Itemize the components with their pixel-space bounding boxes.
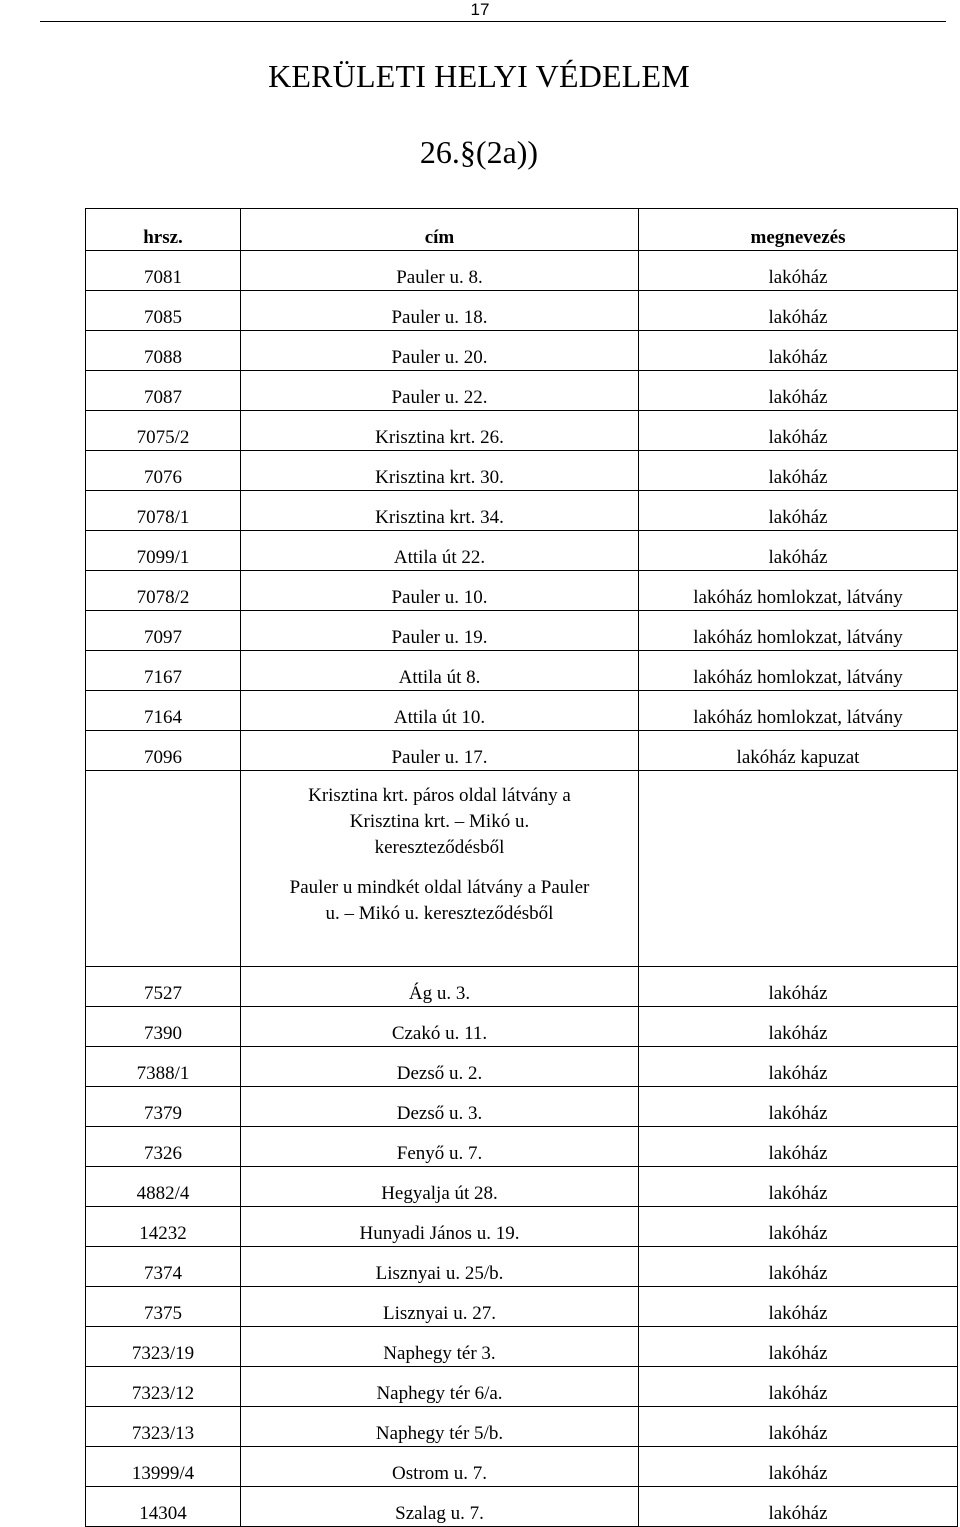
header-cim: cím — [241, 209, 639, 251]
header-hrsz: hrsz. — [86, 209, 241, 251]
document-title: KERÜLETI HELYI VÉDELEM — [268, 58, 690, 94]
cell-hrsz-empty — [86, 771, 241, 967]
cell-megnevezes: lakóház kapuzat — [639, 731, 958, 771]
note-krisztina: Krisztina krt. páros oldal látvány a Krisztina krt. – Mikó u. kereszteződésből — [308, 785, 571, 858]
cell-hrsz: 7388/1 — [86, 1047, 241, 1087]
cell-megnevezes: lakóház — [639, 331, 958, 371]
cell-hrsz: 7081 — [86, 251, 241, 291]
cell-cim: Attila út 8. — [241, 651, 639, 691]
cell-megnevezes: lakóház — [639, 1007, 958, 1047]
cell-megnevezes: lakóház — [639, 967, 958, 1007]
cell-megnevezes: lakóház — [639, 1047, 958, 1087]
cell-cim: Krisztina krt. 30. — [241, 451, 639, 491]
cell-hrsz: 7097 — [86, 611, 241, 651]
cell-hrsz: 14304 — [86, 1487, 241, 1527]
table-row — [86, 1287, 958, 1327]
cell-megnevezes: lakóház homlokzat, látvány — [639, 651, 958, 691]
cell-megnevezes: lakóház — [639, 1487, 958, 1527]
cell-megnevezes: lakóház homlokzat, látvány — [639, 571, 958, 611]
cell-hrsz: 7167 — [86, 651, 241, 691]
cell-cim: Szalag u. 7. — [241, 1487, 639, 1527]
cell-megnevezes: lakóház — [639, 291, 958, 331]
cell-hrsz: 7078/1 — [86, 491, 241, 531]
table-row — [86, 1487, 958, 1527]
cell-megnevezes: lakóház — [639, 1367, 958, 1407]
cell-hrsz: 7374 — [86, 1247, 241, 1287]
page-number: 17 — [470, 0, 490, 19]
cell-cim: Pauler u. 8. — [241, 251, 639, 291]
cell-hrsz: 7164 — [86, 691, 241, 731]
cell-hrsz: 7375 — [86, 1287, 241, 1327]
cell-cim: Ág u. 3. — [241, 967, 639, 1007]
cell-megnevezes-empty — [639, 771, 958, 967]
cell-cim: Krisztina krt. 34. — [241, 491, 639, 531]
cell-hrsz: 7326 — [86, 1127, 241, 1167]
cell-hrsz: 7099/1 — [86, 531, 241, 571]
cell-megnevezes: lakóház — [639, 451, 958, 491]
cell-hrsz: 13999/4 — [86, 1447, 241, 1487]
cell-cim: Pauler u. 19. — [241, 611, 639, 651]
table-row — [86, 571, 958, 611]
cell-hrsz: 14232 — [86, 1207, 241, 1247]
table-row — [86, 691, 958, 731]
cell-cim: Naphegy tér 5/b. — [241, 1407, 639, 1447]
table-row — [86, 491, 958, 531]
cell-notes — [241, 771, 639, 967]
table-row — [86, 651, 958, 691]
cell-cim: Hunyadi János u. 19. — [241, 1207, 639, 1247]
table-row — [86, 967, 958, 1007]
cell-megnevezes: lakóház homlokzat, látvány — [639, 691, 958, 731]
table-row — [86, 291, 958, 331]
cell-megnevezes: lakóház — [639, 1207, 958, 1247]
cell-hrsz: 7076 — [86, 451, 241, 491]
cell-megnevezes: lakóház — [639, 1407, 958, 1447]
table-row — [86, 1007, 958, 1047]
document-section: 26.§(2a)) — [419, 134, 539, 170]
cell-megnevezes: lakóház homlokzat, látvány — [639, 611, 958, 651]
table-row — [86, 411, 958, 451]
cell-megnevezes: lakóház — [639, 371, 958, 411]
cell-megnevezes: lakóház — [639, 1327, 958, 1367]
table-row-notes — [86, 771, 958, 967]
cell-hrsz: 7078/2 — [86, 571, 241, 611]
cell-cim: Czakó u. 11. — [241, 1007, 639, 1047]
table-row — [86, 1047, 958, 1087]
cell-hrsz: 7379 — [86, 1087, 241, 1127]
cell-megnevezes: lakóház — [639, 411, 958, 451]
cell-megnevezes: lakóház — [639, 1247, 958, 1287]
cell-cim: Lisznyai u. 27. — [241, 1287, 639, 1327]
cell-cim: Attila út 22. — [241, 531, 639, 571]
cell-cim: Naphegy tér 3. — [241, 1327, 639, 1367]
cell-cim: Pauler u. 22. — [241, 371, 639, 411]
table-row — [86, 371, 958, 411]
cell-hrsz: 7075/2 — [86, 411, 241, 451]
cell-cim: Krisztina krt. 26. — [241, 411, 639, 451]
table-header-row — [86, 209, 958, 251]
cell-cim: Ostrom u. 7. — [241, 1447, 639, 1487]
header-rule — [40, 21, 946, 22]
cell-megnevezes: lakóház — [639, 1447, 958, 1487]
table-row — [86, 1327, 958, 1367]
table-row — [86, 1367, 958, 1407]
cell-cim: Hegyalja út 28. — [241, 1167, 639, 1207]
cell-cim: Attila út 10. — [241, 691, 639, 731]
table-row — [86, 1247, 958, 1287]
cell-cim: Pauler u. 20. — [241, 331, 639, 371]
cell-megnevezes: lakóház — [639, 491, 958, 531]
cell-hrsz: 7323/12 — [86, 1367, 241, 1407]
cell-megnevezes: lakóház — [639, 1167, 958, 1207]
cell-cim: Pauler u. 17. — [241, 731, 639, 771]
cell-cim: Dezső u. 2. — [241, 1047, 639, 1087]
cell-hrsz: 7527 — [86, 967, 241, 1007]
cell-megnevezes: lakóház — [639, 1127, 958, 1167]
cell-cim: Pauler u. 18. — [241, 291, 639, 331]
cell-megnevezes: lakóház — [639, 1287, 958, 1327]
protection-table — [85, 208, 958, 1527]
cell-cim: Naphegy tér 6/a. — [241, 1367, 639, 1407]
header-megnevezes: megnevezés — [639, 209, 958, 251]
cell-hrsz: 7087 — [86, 371, 241, 411]
cell-hrsz: 7390 — [86, 1007, 241, 1047]
cell-hrsz: 7085 — [86, 291, 241, 331]
table-row — [86, 331, 958, 371]
table-row — [86, 1127, 958, 1167]
cell-cim: Fenyő u. 7. — [241, 1127, 639, 1167]
table-row — [86, 531, 958, 571]
table-row — [86, 731, 958, 771]
cell-megnevezes: lakóház — [639, 531, 958, 571]
cell-hrsz: 7096 — [86, 731, 241, 771]
cell-hrsz: 7323/19 — [86, 1327, 241, 1367]
table-row — [86, 1447, 958, 1487]
cell-cim: Lisznyai u. 25/b. — [241, 1247, 639, 1287]
table-row — [86, 1207, 958, 1247]
note-pauler: Pauler u mindkét oldal látvány a Pauler u. – Mikó u. kereszteződésből — [289, 877, 590, 924]
cell-hrsz: 7088 — [86, 331, 241, 371]
cell-cim: Pauler u. 10. — [241, 571, 639, 611]
cell-megnevezes: lakóház — [639, 251, 958, 291]
table-row — [86, 1167, 958, 1207]
table-row — [86, 1407, 958, 1447]
cell-hrsz: 7323/13 — [86, 1407, 241, 1447]
note-gap — [241, 861, 638, 875]
table-row — [86, 611, 958, 651]
cell-cim: Dezső u. 3. — [241, 1087, 639, 1127]
table-row — [86, 251, 958, 291]
table-row — [86, 451, 958, 491]
cell-megnevezes: lakóház — [639, 1087, 958, 1127]
table-row — [86, 1087, 958, 1127]
cell-hrsz: 4882/4 — [86, 1167, 241, 1207]
